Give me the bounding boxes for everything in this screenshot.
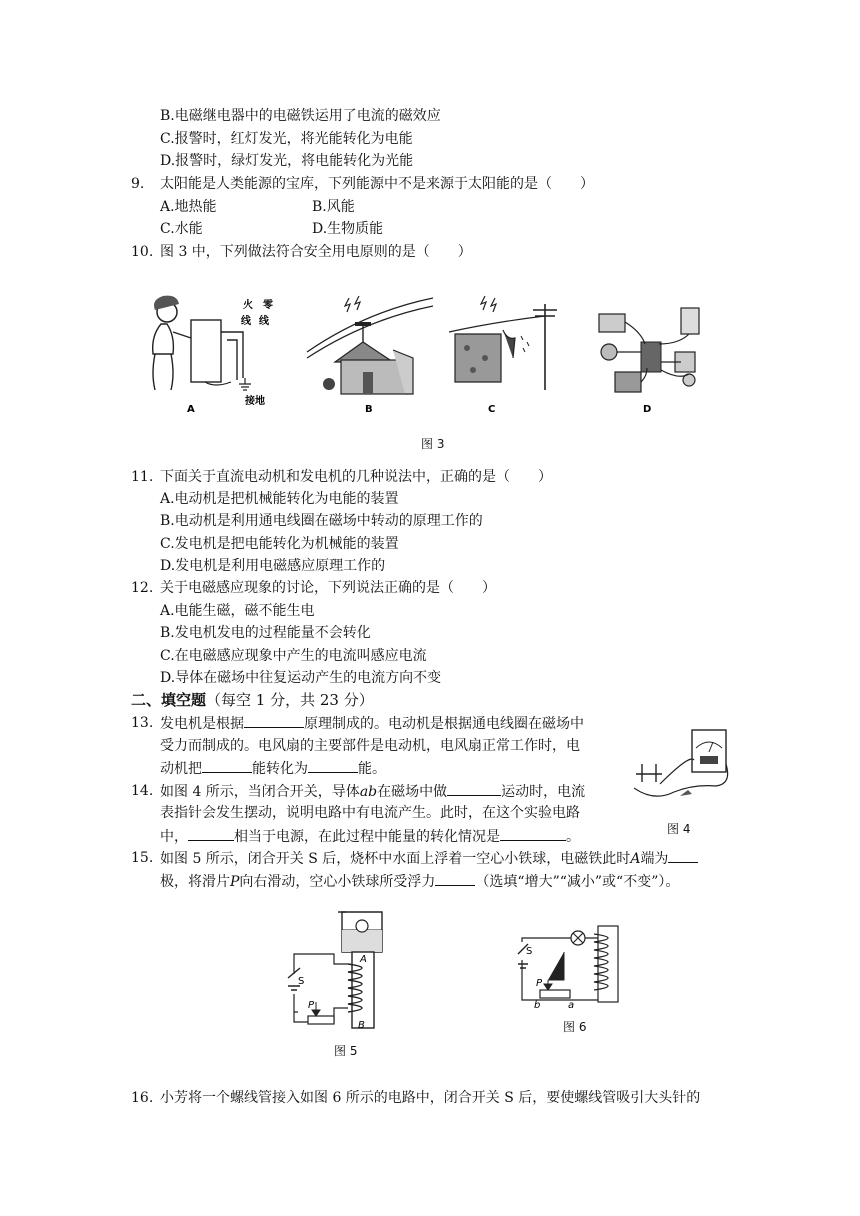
panel-b-label: B <box>365 404 373 415</box>
q13-text-3b: 能转化为 <box>252 761 308 777</box>
figure-3-caption: 图 3 <box>421 437 445 451</box>
q14-line-3 <box>160 826 580 847</box>
figure-3b-illustration <box>305 292 435 417</box>
q13-text-3c: 能。 <box>358 761 386 777</box>
q14-blank-3[interactable] <box>500 826 566 841</box>
q10-number: 10. <box>131 244 154 260</box>
q11-number: 11. <box>131 469 154 485</box>
fig5-switch-label: S <box>298 976 305 987</box>
figure-3d-illustration <box>595 292 715 417</box>
q14-blank-1[interactable] <box>447 781 501 796</box>
q16-stem: 小芳将一个螺线管接入如图 6 所示的电路中，闭合开关 S 后，要使螺线管吸引大头针的 <box>160 1090 701 1106</box>
fire-wire-label: 火 <box>243 300 253 311</box>
q13-blank-3[interactable] <box>308 758 358 773</box>
q12-option-a: A.电能生磁，磁不能生电 <box>160 603 315 619</box>
figure-6-caption: 图 6 <box>563 1020 587 1034</box>
q15-number: 15. <box>131 850 154 866</box>
q15-line-2 <box>160 871 679 892</box>
figure-4-caption: 图 4 <box>667 822 691 836</box>
section-2-title: 二、填空题 <box>131 691 207 709</box>
q9-option-d: D.生物质能 <box>312 221 384 237</box>
figure-4-illustration <box>630 724 730 816</box>
q13-line-3 <box>160 758 386 779</box>
q13-text-1b: 原理制成的。电动机是根据通电线圈在磁场中 <box>304 716 584 732</box>
q14-conductor-ab: ab <box>359 784 378 800</box>
q9-option-c: C.水能 <box>160 221 203 237</box>
panel-c-label: C <box>488 404 496 415</box>
q14-text-1b: 在磁场中做 <box>377 784 448 800</box>
q9-option-a: A.地热能 <box>160 199 217 215</box>
q13-line-1 <box>160 713 584 734</box>
q12-option-b: B.发电机发电的过程能量不会转化 <box>160 625 371 641</box>
fig6-end-b-label: b <box>534 1000 541 1010</box>
fig6-switch-label: S <box>526 946 533 957</box>
q12-number: 12. <box>131 580 154 596</box>
q15-slider-p: P <box>230 874 240 890</box>
fig6-end-a-label: a <box>568 1000 575 1010</box>
ground-label: 接地 <box>245 396 265 407</box>
q16-number: 16. <box>131 1090 154 1106</box>
q11-option-c: C.发电机是把电能转化为机械能的装置 <box>160 536 399 552</box>
q15-text-2c: （选填“增大”“减小”或“不变”）。 <box>475 874 680 890</box>
q14-text-3a: 中， <box>160 829 188 845</box>
q9-stem: 太阳能是人类能源的宝库，下列能源中不是来源于太阳能的是（ ） <box>160 176 594 192</box>
figure-5-circuit <box>280 904 390 1034</box>
q15-text-2a: 极，将滑片 <box>160 874 230 890</box>
q15-line-1 <box>160 848 698 869</box>
q13-blank-2[interactable] <box>202 758 252 773</box>
q15-text-1a: 如图 5 所示，闭合开关 S 后，烧杯中水面上浮着一空心小铁球，电磁铁此时 <box>160 851 631 867</box>
q8-option-c: C.报警时，红灯发光，将光能转化为电能 <box>160 131 413 147</box>
figure-6-circuit <box>510 920 630 1010</box>
q14-line-1 <box>160 781 585 802</box>
q14-text-1c: 运动时，电流 <box>501 784 586 800</box>
q15-text-2b: 向右滑动，空心小铁球所受浮力 <box>239 874 436 890</box>
q10-stem: 图 3 中，下列做法符合安全用电原则的是（ ） <box>160 244 472 260</box>
q13-text-1a: 发电机是根据 <box>160 716 244 732</box>
q14-text-3c: 。 <box>566 829 580 845</box>
q11-option-a: A.电动机是把机械能转化为电能的装置 <box>160 491 399 507</box>
figure-3a-illustration <box>145 292 285 417</box>
fig5-end-b-label: B <box>358 1020 365 1031</box>
q12-option-d: D.导体在磁场中往复运动产生的电流方向不变 <box>160 670 442 686</box>
q12-option-c: C.在电磁感应现象中产生的电流叫感应电流 <box>160 648 427 664</box>
q15-end-a: A <box>630 851 641 867</box>
figure-3c-illustration <box>445 292 580 417</box>
q9-number: 9. <box>131 176 145 192</box>
q13-number: 13. <box>131 715 154 731</box>
q15-blank-1[interactable] <box>668 848 698 863</box>
q13-text-3a: 动机把 <box>160 761 202 777</box>
q15-blank-2[interactable] <box>435 871 475 886</box>
wire-label-1: 线 <box>241 316 251 327</box>
wire-label-2: 线 <box>259 316 269 327</box>
q14-number: 14. <box>131 783 154 799</box>
section-2-heading <box>131 690 374 710</box>
figure-5-caption: 图 5 <box>334 1044 358 1058</box>
q9-option-b: B.风能 <box>312 199 355 215</box>
panel-a-label: A <box>187 404 195 415</box>
q14-line-2: 表指针会发生摆动，说明电路中有电流产生。此时，在这个实验电路 <box>160 805 580 821</box>
q11-option-b: B.电动机是利用通电线圈在磁场中转动的原理工作的 <box>160 513 483 529</box>
q8-option-d: D.报警时，绿灯发光，将电能转化为光能 <box>160 153 414 169</box>
fig6-slider-label: P <box>536 978 543 989</box>
fig5-end-a-label: A <box>360 954 367 965</box>
q8-option-b: B.电磁继电器中的电磁铁运用了电流的磁效应 <box>160 108 441 124</box>
q13-blank-1[interactable] <box>244 713 304 728</box>
q15-text-1b: 端为 <box>640 851 669 867</box>
q14-text-1a: 如图 4 所示，当闭合开关，导体 <box>160 784 360 800</box>
section-2-note: （每空 1 分，共 23 分） <box>206 691 374 709</box>
fig5-slider-label: P <box>308 1000 315 1011</box>
q13-line-2: 受力而制成的。电风扇的主要部件是电动机，电风扇正常工作时，电 <box>160 738 580 754</box>
panel-d-label: D <box>643 404 652 415</box>
q14-blank-2[interactable] <box>188 826 234 841</box>
q11-option-d: D.发电机是利用电磁感应原理工作的 <box>160 558 386 574</box>
q12-stem: 关于电磁感应现象的讨论，下列说法正确的是（ ） <box>160 580 496 596</box>
q11-stem: 下面关于直流电动机和发电机的几种说法中，正确的是（ ） <box>160 469 552 485</box>
q14-text-3b: 相当于电源，在此过程中能量的转化情况是 <box>234 829 500 845</box>
zero-wire-label: 零 <box>263 300 273 311</box>
